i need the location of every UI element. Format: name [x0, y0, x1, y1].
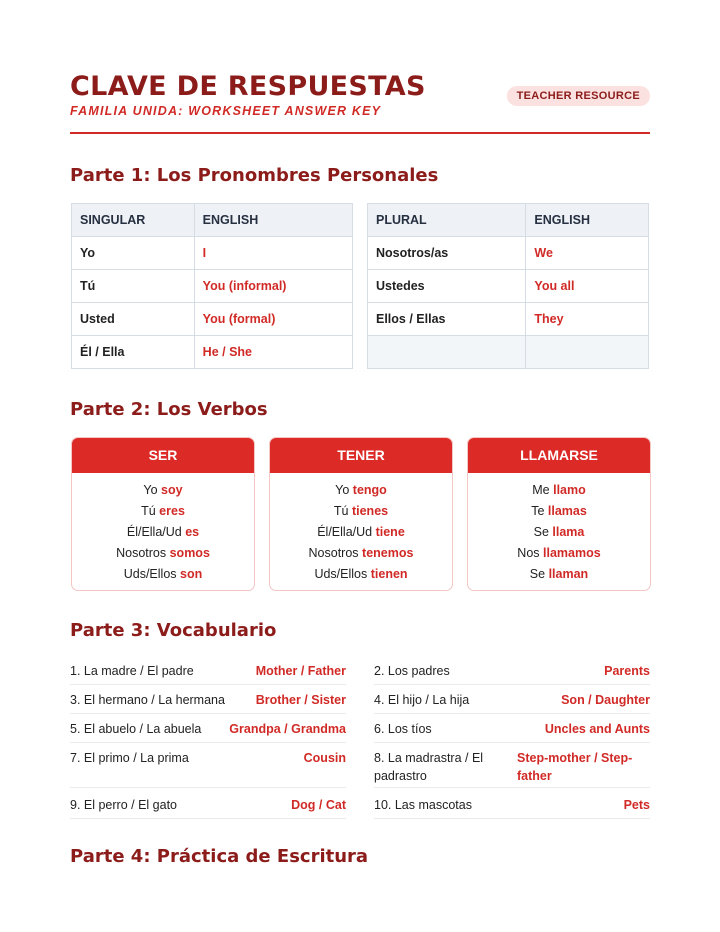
subject: Uds/Ellos	[314, 567, 368, 581]
table-row-empty	[368, 336, 649, 369]
column-header: ENGLISH	[194, 204, 352, 237]
subject: Nosotros	[116, 546, 167, 560]
conjugation-row	[72, 543, 254, 564]
vocab-item	[374, 691, 650, 714]
verb-form: tengo	[352, 483, 387, 497]
vocab-item	[70, 796, 346, 819]
vocab-item	[374, 662, 650, 685]
vocab-question: 2. Los padres	[374, 664, 450, 678]
verb-form: tienes	[351, 504, 389, 518]
vocab-answer: Grandpa / Grandma	[229, 722, 346, 736]
english-answer: They	[526, 303, 649, 336]
table-header-row	[368, 204, 649, 237]
column-header: SINGULAR	[72, 204, 195, 237]
subject: Se	[529, 567, 546, 581]
conjugation-row	[468, 543, 650, 564]
verb-form: son	[180, 567, 203, 581]
conjugation-row	[72, 522, 254, 543]
conjugation-row	[270, 564, 452, 585]
verb-form: llamas	[547, 504, 587, 518]
table-row	[72, 303, 353, 336]
column-header: PLURAL	[368, 204, 526, 237]
vocab-answer: Mother / Father	[255, 664, 346, 678]
spanish-pronoun: Ellos / Ellas	[368, 303, 526, 336]
subject: Nos	[517, 546, 540, 560]
vocab-item	[70, 720, 346, 743]
vocab-question: 5. El abuelo / La abuela	[70, 722, 202, 736]
english-answer: I	[194, 237, 352, 270]
subject: Él/Ella/Ud	[317, 525, 373, 539]
part3-title: Parte 3: Vocabulario	[70, 620, 277, 641]
verb-form: llamo	[553, 483, 586, 497]
spanish-pronoun: Ustedes	[368, 270, 526, 303]
subject: Te	[531, 504, 545, 518]
vocab-item	[70, 662, 346, 685]
verb-form: llamamos	[543, 546, 601, 560]
vocab-question: 4. El hijo / La hija	[374, 693, 470, 707]
conjugation-row	[270, 522, 452, 543]
conjugation-row	[270, 501, 452, 522]
spanish-pronoun: Yo	[72, 237, 195, 270]
column-header: ENGLISH	[526, 204, 649, 237]
vocab-question: 8. La madrastra / El padrastro	[374, 751, 484, 783]
conjugation-row	[72, 480, 254, 501]
verb-name: TENER	[270, 438, 452, 473]
verb-card-llamarse	[467, 437, 651, 591]
verb-name: SER	[72, 438, 254, 473]
table-row	[72, 237, 353, 270]
subject: Tú	[141, 504, 156, 518]
vocab-item	[70, 749, 346, 788]
teacher-resource-badge: TEACHER RESOURCE	[507, 86, 650, 106]
conjugation-row	[468, 522, 650, 543]
verb-form: tienen	[370, 567, 408, 581]
empty-cell	[368, 336, 526, 369]
part4-title: Parte 4: Práctica de Escritura	[70, 846, 369, 867]
conjugation-row	[270, 480, 452, 501]
table-row	[368, 270, 649, 303]
singular-pronouns-table	[71, 203, 353, 369]
vocab-question: 10. Las mascotas	[374, 798, 472, 812]
verb-form: somos	[169, 546, 210, 560]
vocab-question: 6. Los tíos	[374, 722, 432, 736]
subject: Me	[532, 483, 550, 497]
table-row	[72, 336, 353, 369]
english-answer: You (formal)	[194, 303, 352, 336]
part2-title: Parte 2: Los Verbos	[70, 399, 268, 420]
conjugation-row	[270, 543, 452, 564]
vocab-question: 3. El hermano / La hermana	[70, 693, 225, 707]
vocab-answer: Pets	[623, 798, 650, 812]
page-subtitle: FAMILIA UNIDA: WORKSHEET ANSWER KEY	[70, 104, 382, 118]
verb-form: tenemos	[362, 546, 414, 560]
vocab-answer: Brother / Sister	[255, 693, 346, 707]
part1-title: Parte 1: Los Pronombres Personales	[70, 165, 439, 186]
vocab-item	[374, 720, 650, 743]
plural-pronouns-table	[367, 203, 649, 369]
spanish-pronoun: Él / Ella	[72, 336, 195, 369]
vocab-question: 1. La madre / El padre	[70, 664, 194, 678]
subject: Yo	[143, 483, 158, 497]
vocab-item	[374, 749, 650, 788]
conjugation-row	[468, 480, 650, 501]
vocab-item	[70, 691, 346, 714]
verb-form: llama	[552, 525, 585, 539]
english-answer: We	[526, 237, 649, 270]
table-row	[368, 303, 649, 336]
english-answer: You (informal)	[194, 270, 352, 303]
subject: Se	[533, 525, 549, 539]
vocab-answer: Dog / Cat	[291, 798, 346, 812]
verb-form: soy	[161, 483, 183, 497]
verb-card-ser	[71, 437, 255, 591]
vocab-question: 7. El primo / La prima	[70, 751, 189, 765]
subject: Tú	[333, 504, 349, 518]
english-answer: You all	[526, 270, 649, 303]
empty-cell	[526, 336, 649, 369]
vocab-answer: Parents	[604, 664, 650, 678]
page-title: CLAVE DE RESPUESTAS	[70, 71, 426, 102]
english-answer: He / She	[194, 336, 352, 369]
vocab-answer: Step-mother / Step-father	[517, 751, 633, 783]
verb-form: es	[185, 525, 200, 539]
subject: Uds/Ellos	[123, 567, 177, 581]
subject: Él/Ella/Ud	[126, 525, 182, 539]
subject: Yo	[335, 483, 350, 497]
verb-form: tiene	[375, 525, 405, 539]
spanish-pronoun: Usted	[72, 303, 195, 336]
spanish-pronoun: Tú	[72, 270, 195, 303]
vocab-answer: Son / Daughter	[561, 693, 650, 707]
vocab-answer: Uncles and Aunts	[544, 722, 650, 736]
table-row	[72, 270, 353, 303]
header-divider	[70, 132, 650, 134]
table-header-row	[72, 204, 353, 237]
vocab-item	[374, 796, 650, 819]
table-row	[368, 237, 649, 270]
verb-form: eres	[159, 504, 185, 518]
page-header	[70, 72, 650, 118]
conjugation-row	[72, 501, 254, 522]
conjugation-row	[72, 564, 254, 585]
conjugation-row	[468, 501, 650, 522]
verb-form: llaman	[548, 567, 589, 581]
conjugation-row	[468, 564, 650, 585]
verb-name: LLAMARSE	[468, 438, 650, 473]
subject: Nosotros	[308, 546, 359, 560]
spanish-pronoun: Nosotros/as	[368, 237, 526, 270]
vocab-question: 9. El perro / El gato	[70, 798, 178, 812]
vocab-answer: Cousin	[303, 751, 346, 765]
verb-card-tener	[269, 437, 453, 591]
